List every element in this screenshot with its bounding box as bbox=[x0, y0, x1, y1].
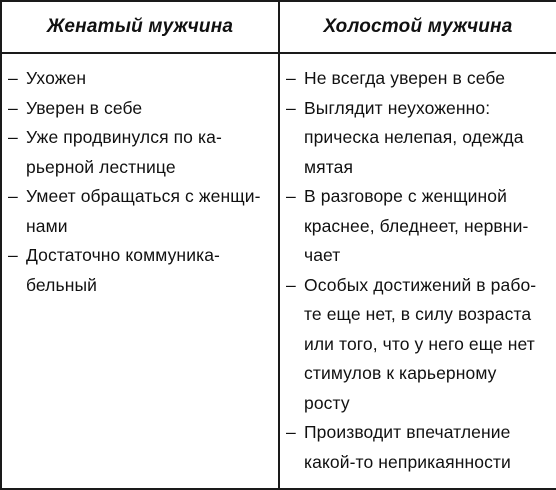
married-trait-text-line: Уверен в себе bbox=[26, 97, 143, 118]
married-trait-item bbox=[6, 94, 270, 124]
single-column-cell bbox=[279, 53, 556, 489]
married-traits-list bbox=[6, 64, 270, 300]
married-trait-text-line: нами bbox=[26, 215, 68, 236]
single-trait-text-line: Особых достижений в рабо- bbox=[304, 274, 537, 295]
header-single: Холостой мужчина bbox=[279, 1, 556, 53]
header-married: Женатый мужчина bbox=[1, 1, 279, 53]
bullet-dash: – bbox=[8, 97, 18, 118]
single-trait-text-line: Выглядит неухоженно: bbox=[304, 97, 491, 118]
single-trait-text-line: те еще нет, в силу возраста bbox=[304, 304, 532, 324]
single-trait-item bbox=[284, 271, 548, 419]
bullet-dash: – bbox=[8, 127, 18, 147]
bullet-dash: – bbox=[286, 274, 296, 295]
single-trait-text-line: какой-то неприкаянности bbox=[304, 451, 511, 472]
married-trait-text-line: бельный bbox=[26, 274, 98, 295]
married-trait-item bbox=[6, 182, 270, 241]
single-trait-item bbox=[284, 94, 548, 183]
married-trait-text-line: Достаточно коммуника- bbox=[26, 245, 220, 265]
married-trait-text-line: Умеет обращаться с женщи- bbox=[26, 186, 261, 206]
bullet-dash: – bbox=[286, 422, 296, 442]
single-trait-item bbox=[284, 64, 548, 94]
single-trait-text-line: мятая bbox=[304, 156, 354, 177]
single-trait-text-line: или того, что у него еще нет bbox=[304, 333, 535, 354]
single-trait-text-line: краснее, бледнеет, нервни- bbox=[304, 215, 529, 236]
bullet-dash: – bbox=[8, 245, 18, 265]
married-trait-item bbox=[6, 64, 270, 94]
married-column-cell bbox=[1, 53, 279, 489]
single-trait-text-line: В разговоре с женщиной bbox=[304, 186, 507, 206]
bullet-dash: – bbox=[286, 68, 296, 88]
married-trait-text-line: Уже продвинулся по ка- bbox=[26, 127, 222, 147]
bullet-dash: – bbox=[286, 186, 296, 206]
single-trait-text-line: прическа нелепая, одежда bbox=[304, 127, 524, 147]
header-row bbox=[1, 1, 556, 53]
single-trait-item bbox=[284, 418, 548, 477]
married-trait-item bbox=[6, 241, 270, 300]
married-trait-item bbox=[6, 123, 270, 182]
single-trait-text-line: Не всегда уверен в себе bbox=[304, 68, 506, 88]
single-trait-text-line: чает bbox=[304, 245, 341, 265]
single-trait-text-line: Производит впечатление bbox=[304, 422, 511, 442]
bullet-dash: – bbox=[286, 97, 296, 118]
bullet-dash: – bbox=[8, 68, 18, 88]
married-trait-text-line: Ухожен bbox=[26, 68, 87, 88]
single-trait-text-line: стимулов к карьерному bbox=[304, 363, 497, 383]
single-trait-text-line: росту bbox=[304, 392, 350, 413]
single-traits-list bbox=[284, 64, 548, 477]
bullet-dash: – bbox=[8, 186, 18, 206]
single-trait-item bbox=[284, 182, 548, 271]
content-row bbox=[1, 53, 556, 489]
married-trait-text-line: рьерной лестнице bbox=[26, 156, 176, 177]
